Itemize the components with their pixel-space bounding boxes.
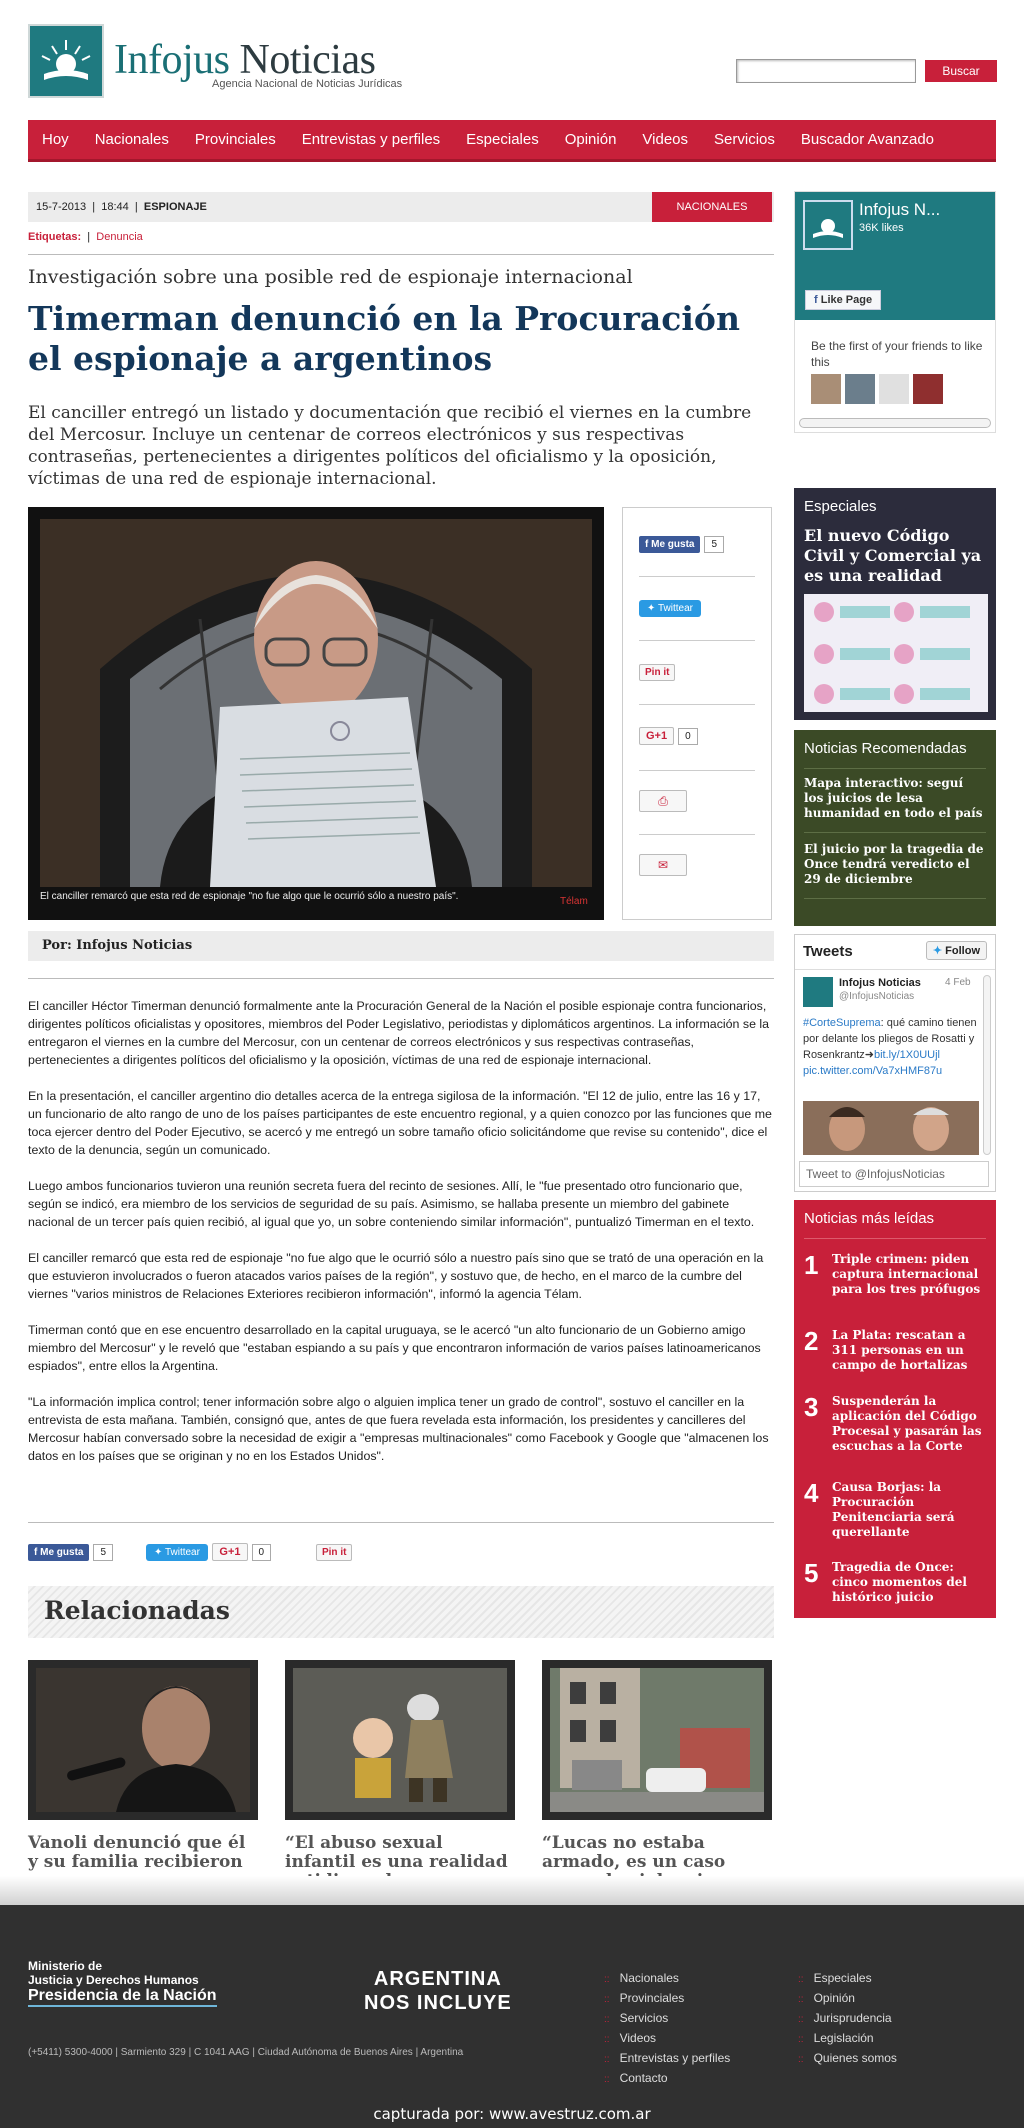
- mas-leida-item[interactable]: [804, 1326, 986, 1396]
- pinterest-button[interactable]: Pin it: [639, 664, 675, 681]
- hashtag-link[interactable]: #CorteSuprema: [803, 1017, 881, 1029]
- tweet-compose-input[interactable]: Tweet to @InfojusNoticias: [799, 1161, 989, 1187]
- divider: [28, 978, 774, 979]
- article-kicker: Investigación sobre una posible red de espionaje internacional: [28, 266, 633, 288]
- footer-link[interactable]: :: Entrevistas y perfiles: [604, 2051, 731, 2065]
- nav-item-provinciales[interactable]: Provinciales: [194, 131, 276, 148]
- related-card[interactable]: [542, 1660, 772, 1910]
- facebook-icon: f: [34, 1547, 38, 1558]
- especiales-image[interactable]: [804, 594, 988, 712]
- footer-link[interactable]: :: Opinión: [798, 1991, 855, 2005]
- related-card[interactable]: [285, 1660, 515, 1910]
- article-photo-frame: [28, 507, 604, 920]
- tweets-title: Tweets: [803, 943, 853, 960]
- article-byline: Por: Infojus Noticias: [28, 931, 774, 961]
- facebook-like-button[interactable]: f Me gusta: [639, 536, 700, 553]
- mas-leida-item[interactable]: [804, 1478, 986, 1548]
- capture-watermark: capturada por: www.avestruz.com.ar: [373, 2105, 651, 2123]
- body-paragraph: Luego ambos funcionarios tuvieron una reunión secreta fuera del recinto de sesiones. Allí, le "fue presentado otro funcionario que, según se indicó, era miembro de los servicios de seguridad de su país. Asimismo, se hallaba presente un miembro del gabinete nacional de un tercer país quien recibió, al igual que yo, un sobre conteniendo similar información", puntualizó Timerman en el texto.: [28, 1179, 755, 1229]
- main-nav: [28, 120, 996, 162]
- rank-number: 2: [804, 1326, 819, 1356]
- rank-number: 5: [804, 1558, 819, 1588]
- related-image[interactable]: [542, 1660, 772, 1820]
- tweet-button[interactable]: ✦ Twittear: [639, 600, 701, 617]
- mas-leida-title[interactable]: Triple crimen: piden captura internacional para los tres prófugos: [832, 1252, 981, 1296]
- related-title: Relacionadas: [44, 1596, 230, 1625]
- facebook-icon: f: [645, 539, 649, 550]
- divider: [639, 770, 755, 771]
- share-panel: [622, 507, 772, 920]
- article-headline: Timerman denunció en la Procuración el espionaje a argentinos: [28, 299, 740, 378]
- divider: [639, 834, 755, 835]
- fb-friend-avatars: [811, 374, 987, 404]
- related-caption[interactable]: “Lucas no estaba armado, es un caso: [542, 1833, 726, 1872]
- mas-leida-title[interactable]: La Plata: rescatan a 311 personas en un campo de hortalizas: [832, 1328, 968, 1372]
- photo-credit: Télam: [560, 896, 588, 907]
- recomendada-item[interactable]: Mapa interactivo: seguí los juicios de lesa humanidad en todo el país: [804, 776, 983, 820]
- especiales-box: [794, 488, 996, 720]
- facebook-icon: f: [814, 294, 818, 306]
- fb-friends-text: Be the first of your friends to like this: [811, 339, 983, 369]
- logo-icon[interactable]: [28, 24, 104, 98]
- divider: [639, 576, 755, 577]
- footer-link[interactable]: :: Contacto: [604, 2071, 668, 2085]
- nav-item-buscador[interactable]: Buscador Avanzado: [800, 131, 935, 148]
- pinterest-button[interactable]: Pin it: [316, 1544, 352, 1561]
- fb-page-likes: 36K likes: [859, 222, 904, 234]
- recomendadas-box: [794, 730, 996, 926]
- print-icon[interactable]: ⎙: [639, 790, 687, 812]
- body-paragraph: Timerman contó que en ese encuentro desarrollado en la capital uruguaya, se le acercó "un alto funcionario de un Gobierno amigo miembro del Mercosur" y le reveló que "estaban espiando a su país y que encontraron información de varios países latinoamericanos espiados", entre ellos la Argentina.: [28, 1323, 761, 1373]
- recomendadas-title: Noticias Recomendadas: [804, 740, 967, 757]
- rank-number: 3: [804, 1392, 819, 1422]
- divider: [28, 1522, 774, 1523]
- divider: [804, 1238, 986, 1239]
- twitter-widget: [794, 934, 996, 1192]
- facebook-page-widget: [794, 191, 996, 433]
- mas-leida-title[interactable]: Tragedia de Once: cinco momentos del histórico juicio: [832, 1560, 967, 1604]
- brand-logo[interactable]: Infojus Noticias: [114, 37, 376, 83]
- nav-item-opinion[interactable]: Opinión: [564, 131, 617, 148]
- divider: [639, 704, 755, 705]
- bottom-share-bar: [28, 1542, 428, 1564]
- footer-link[interactable]: :: Provinciales: [604, 1991, 685, 2005]
- like-count: 5: [704, 536, 724, 553]
- facebook-page-banner[interactable]: [795, 192, 995, 320]
- related-caption[interactable]: Vanoli denunció que él y su familia recibieron: [28, 1833, 246, 1872]
- especiales-title: Especiales: [804, 498, 877, 515]
- body-paragraph: En la presentación, el canciller argentino dio detalles acerca de la entrega sigilosa de la información. "El 12 de julio, entre las 16 y 17, un funcionario de alto rango de uno de los países participantes de este encuentro regional, y a quien conozco por las funciones que me toca ejercer dentro del Poder Ejecutivo, se acercó y me entregó un sobre tamaño oficio solicitándome que revise su contenido", dice el texto de la denuncia, según un comunicado.: [28, 1089, 772, 1157]
- mas-leida-item[interactable]: [804, 1392, 986, 1472]
- tweet-link[interactable]: bit.ly/1X0UUjl: [873, 1049, 940, 1061]
- article-date: 15-7-2013: [36, 201, 87, 213]
- nav-item-entrevistas[interactable]: Entrevistas y perfiles: [301, 131, 441, 148]
- google-plus-button[interactable]: G+1: [212, 1543, 247, 1561]
- article-time: 18:44: [101, 201, 129, 213]
- twitter-icon: ✦: [932, 945, 943, 957]
- divider: [804, 898, 986, 899]
- divider: [28, 254, 774, 255]
- google-plus-button[interactable]: G+1: [639, 727, 674, 745]
- related-caption[interactable]: “El abuso sexual infantil es una realidad: [285, 1833, 508, 1872]
- nav-item-hoy[interactable]: Hoy: [42, 131, 69, 148]
- divider: [795, 969, 995, 970]
- page-avatar-icon: [803, 200, 853, 250]
- search-button[interactable]: Buscar: [925, 60, 997, 82]
- footer-link[interactable]: :: Nacionales: [604, 1971, 679, 1985]
- related-header: [28, 1586, 774, 1638]
- mas-leida-item[interactable]: [804, 1250, 986, 1320]
- tags-label: Etiquetas:: [28, 231, 82, 243]
- recomendada-item[interactable]: El juicio por la tragedia de Once tendrá veredicto el 29 de diciembre: [804, 842, 984, 886]
- nav-item-servicios[interactable]: Servicios: [714, 131, 775, 148]
- ministry-logo[interactable]: Ministerio de Justicia y Derechos Humanos Presidencia de la Nación: [28, 1959, 217, 2007]
- footer-link[interactable]: :: Quienes somos: [798, 2051, 897, 2065]
- footer-link[interactable]: :: Videos: [604, 2031, 657, 2045]
- article-photo[interactable]: [40, 519, 592, 887]
- footer-link[interactable]: :: Legislación: [798, 2031, 874, 2045]
- tweet-media[interactable]: [803, 1101, 979, 1155]
- rank-number: 4: [804, 1478, 819, 1508]
- body-paragraph: El canciller remarcó que esta red de espionaje "no fue algo que le ocurrió sólo a nuestro país sino que se trató de una operación en la que estuvieron involucrados o fueron atacados varios países de la región", y sostuvo que, de hecho, en el marco de la cumbre del viernes "varios ministros de Relaciones Exteriores recibieron información", informó la agencia Télam.: [28, 1251, 764, 1301]
- nav-item-nacionales[interactable]: Nacionales: [94, 131, 169, 148]
- related-image[interactable]: [285, 1660, 515, 1820]
- gplus-count: 0: [678, 728, 698, 745]
- rank-number: 1: [804, 1250, 819, 1280]
- mas-leidas-title: Noticias más leídas: [804, 1210, 935, 1227]
- body-paragraph: El canciller Héctor Timerman denunció formalmente ante la Procuración General de la Nación el posible espionaje contra funcionarios, dirigentes políticos oficialistas y opositores, miembros del Poder Legislativo, periodistas y diplomáticos argentinos. La información se la entregaron el viernes en la cumbre del Mercosur, con un centenar de correos electrónicos y sus respectivas contraseñas, pertenecientes a dirigentes políticos del oficialismo y la oposición, víctimas de una red de espionaje internacional.: [28, 999, 770, 1067]
- footer-link[interactable]: :: Servicios: [604, 2011, 669, 2025]
- footer-shadow: [0, 1876, 1024, 1906]
- photo-caption: El canciller remarcó que esta red de espionaje "no fue algo que le ocurrió sólo a nuestro país".: [40, 891, 459, 902]
- tweet-pic-link[interactable]: pic.twitter.com/Va7xHMF87u: [803, 1065, 943, 1077]
- gplus-count: 0: [252, 1544, 272, 1561]
- article-meta: 15-7-2013 | 18:44 | ESPIONAJE: [28, 192, 774, 222]
- twitter-icon: ✦: [153, 1547, 163, 1558]
- footer-link[interactable]: :: Jurisprudencia: [798, 2011, 892, 2025]
- search-input[interactable]: [736, 59, 916, 83]
- footer-address: (+5411) 5300-4000 | Sarmiento 329 | C 1041 AAG | Ciudad Autónoma de Buenos Aires | Argentina: [28, 2047, 464, 2058]
- tweet-button[interactable]: ✦ Twittear: [146, 1544, 208, 1561]
- email-icon[interactable]: ✉: [639, 854, 687, 876]
- article-lead: El canciller entregó un listado y documentación que recibió el viernes en la cumbre del Mercosur. Incluye un centenar de correos electrónicos y sus respectivas contraseñas, pertenecientes a dirigentes políticos del oficialismo y la oposición, víctimas de una red de espionaje internacional.: [28, 403, 752, 489]
- nav-item-videos[interactable]: Videos: [642, 131, 689, 148]
- tags-line: Etiquetas: | Denuncia: [28, 231, 143, 243]
- tweet-handle[interactable]: @InfojusNoticias: [839, 991, 915, 1002]
- tweet-date[interactable]: 4 Feb: [945, 977, 971, 988]
- footer-link[interactable]: :: Especiales: [798, 1971, 872, 1985]
- tag-link[interactable]: Denuncia: [96, 231, 143, 243]
- nav-item-especiales[interactable]: Especiales: [466, 131, 539, 148]
- tweet-avatar-icon[interactable]: [803, 977, 833, 1007]
- tweet-text: #CorteSuprema: qué camino tienen por delante los pliegos de Rosatti y Rosenkrantz➜bit.ly/1X0UUjl pic.twitter.com/Va7xHMF87u: [803, 1017, 977, 1077]
- tweet-author[interactable]: Infojus Noticias: [839, 977, 921, 989]
- fb-page-name[interactable]: Infojus N...: [859, 200, 941, 219]
- mas-leida-title[interactable]: Suspenderán la aplicación del Código Procesal y pasarán las escuchas a la Corte: [832, 1394, 982, 1453]
- divider: [804, 832, 986, 833]
- tweets-scrollbar[interactable]: [983, 975, 991, 1155]
- mas-leida-title[interactable]: Causa Borjas: la Procuración Penitenciaria será querellante: [832, 1480, 955, 1539]
- twitter-follow-button[interactable]: ✦ Follow: [926, 941, 987, 960]
- section-badge[interactable]: NACIONALES: [652, 192, 772, 222]
- article-body: [28, 997, 774, 1483]
- related-card[interactable]: [28, 1660, 258, 1891]
- brand-tagline: Agencia Nacional de Noticias Jurídicas: [212, 78, 403, 90]
- divider: [639, 640, 755, 641]
- slogan-logo: ARGENTINA NOS INCLUYE: [364, 1968, 512, 2014]
- mas-leidas-box: [794, 1200, 996, 1618]
- site-footer: [0, 1905, 1024, 2128]
- article-category[interactable]: ESPIONAJE: [143, 201, 207, 213]
- mas-leida-item[interactable]: [804, 1558, 986, 1614]
- facebook-like-button[interactable]: f Me gusta: [28, 1544, 89, 1561]
- twitter-icon: ✦: [647, 603, 656, 614]
- body-paragraph: "La información implica control; tener información sobre algo o alguien implica tener un grado de control", sostuvo el canciller en la entrevista de esta mañana. También, consignó que, antes de que fuera revelada esta información, los presidentes y cancilleres del Mercosur habían conversado sobre la necesidad de exigir a "empresas multinacionales" como Facebook y Google que "almacenen los datos en los países que se originan y no en los Estados Unidos".: [28, 1395, 769, 1463]
- fb-scrollbar[interactable]: [799, 418, 991, 428]
- especiales-headline[interactable]: El nuevo Código Civil y Comercial ya es una realidad: [804, 526, 982, 585]
- fb-like-page-button[interactable]: f Like Page: [805, 290, 881, 310]
- related-image[interactable]: [28, 1660, 258, 1820]
- like-count: 5: [93, 1544, 113, 1561]
- divider: [804, 768, 986, 769]
